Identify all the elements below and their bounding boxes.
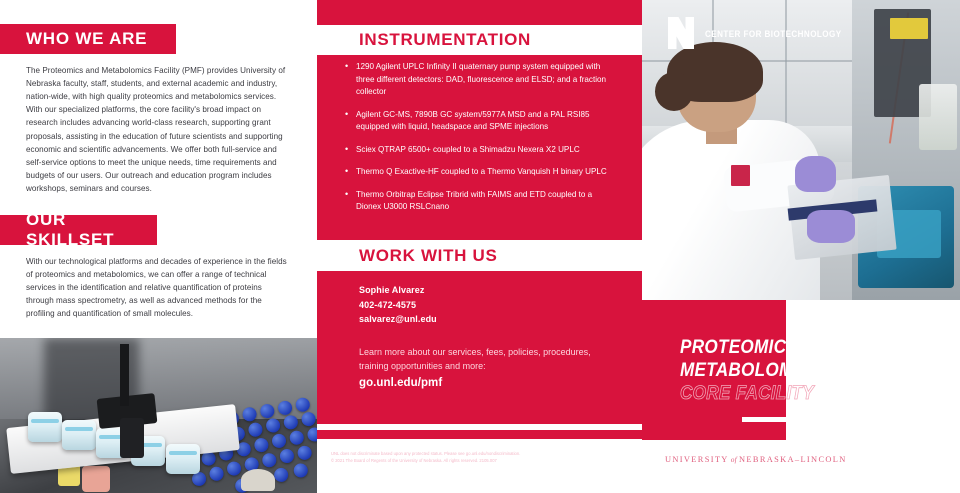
work-with-us-heading: WORK WITH US bbox=[342, 241, 520, 271]
contact-block bbox=[359, 283, 437, 327]
vials-photo bbox=[0, 338, 317, 493]
title-line-2: METABOLOMICS bbox=[680, 359, 823, 382]
instrumentation-heading: INSTRUMENTATION bbox=[342, 25, 557, 55]
title-line-1: PROTEOMICS AND bbox=[680, 336, 841, 358]
legal-line-2: © 2021 The Board of Regents of the University of Nebraska. All rights reserved. 2105.007 bbox=[331, 458, 497, 464]
list-item: • 1290 Agilent UPLC Infinity II quaternary pump system equipped with three different detectors: DAD, fluorescence and ELSD; and a fraction collector bbox=[345, 61, 619, 99]
learn-more-text: Learn more about our services, fees, policies, procedures, training opportunities and more: bbox=[359, 347, 591, 372]
title-underline bbox=[742, 417, 902, 422]
list-item: • Sciex QTRAP 6500+ coupled to a Shimadzu Nexera X2 UPLC bbox=[345, 144, 619, 157]
contact-name: Sophie Alvarez bbox=[359, 285, 425, 295]
red-bar-bottom bbox=[317, 430, 642, 439]
website-url[interactable]: go.unl.edu/pmf bbox=[359, 377, 443, 389]
wordmark-part-2: of bbox=[728, 455, 740, 464]
left-column bbox=[0, 0, 317, 493]
nebraska-n-icon bbox=[666, 16, 696, 50]
legal-disclaimer bbox=[331, 450, 631, 464]
legal-line-1: UNL does not discriminate based upon any protected status. Please see go.unl.edu/nondiscrimination. bbox=[331, 451, 521, 456]
our-skillset-body: With our technological platforms and decades of experience in the fields of proteomics and metabolomics, we can offer a range of technical services in the identification and relative quantification of proteins through mass spectrometry, as well as advanced methods for the profiling and quantification of small molecules. bbox=[26, 257, 287, 319]
unl-biotech-logo bbox=[666, 16, 864, 50]
instrumentation-list bbox=[345, 61, 619, 224]
wordmark-part-3: NEBRASKA–LINCOLN bbox=[739, 455, 847, 464]
who-we-are-heading: WHO WE ARE bbox=[0, 24, 176, 54]
facility-title bbox=[680, 336, 882, 406]
list-item: • Thermo Orbitrap Eclipse Tribrid with FAIMS and ETD coupled to a Dionex U3000 RSLCnano bbox=[345, 189, 619, 214]
list-item: • Agilent GC-MS, 7890B GC system/5977A MSD and a PAL RSI85 equipped with liquid, headspace and SPME injections bbox=[345, 109, 619, 134]
right-column bbox=[642, 0, 960, 493]
red-bar-top bbox=[317, 0, 642, 25]
contact-phone[interactable]: 402-472-4575 bbox=[359, 299, 417, 310]
who-we-are-body: The Proteomics and Metabolomics Facility (PMF) provides University of Nebraska faculty, staff, students, and external academic and industry, nation-wide, with high quality proteomics and metabolomics services. With our specialized platforms, the core facility's broad impact on research includes advancing world-class research, supporting grant proposals, assisting in the education of future scientists and supporting economic and scientific advancements. We offer both full-service and self-service options to meet the unique needs, time requirements and budgets of our users. Our outreach and education program includes workshops, seminars and courses. bbox=[26, 66, 286, 193]
wordmark-part-1: UNIVERSITY bbox=[665, 455, 729, 464]
list-item: • Thermo Q Exactive-HF coupled to a Thermo Vanquish H binary UPLC bbox=[345, 166, 619, 179]
logo-label: CENTER FOR BIOTECHNOLOGY bbox=[705, 27, 842, 39]
middle-red-panel bbox=[317, 0, 642, 493]
contact-email[interactable]: salvarez@unl.edu bbox=[359, 314, 437, 325]
university-wordmark bbox=[665, 455, 847, 464]
title-line-3: CORE FACILITY bbox=[680, 382, 814, 405]
our-skillset-heading: OUR SKILLSET bbox=[0, 215, 157, 245]
